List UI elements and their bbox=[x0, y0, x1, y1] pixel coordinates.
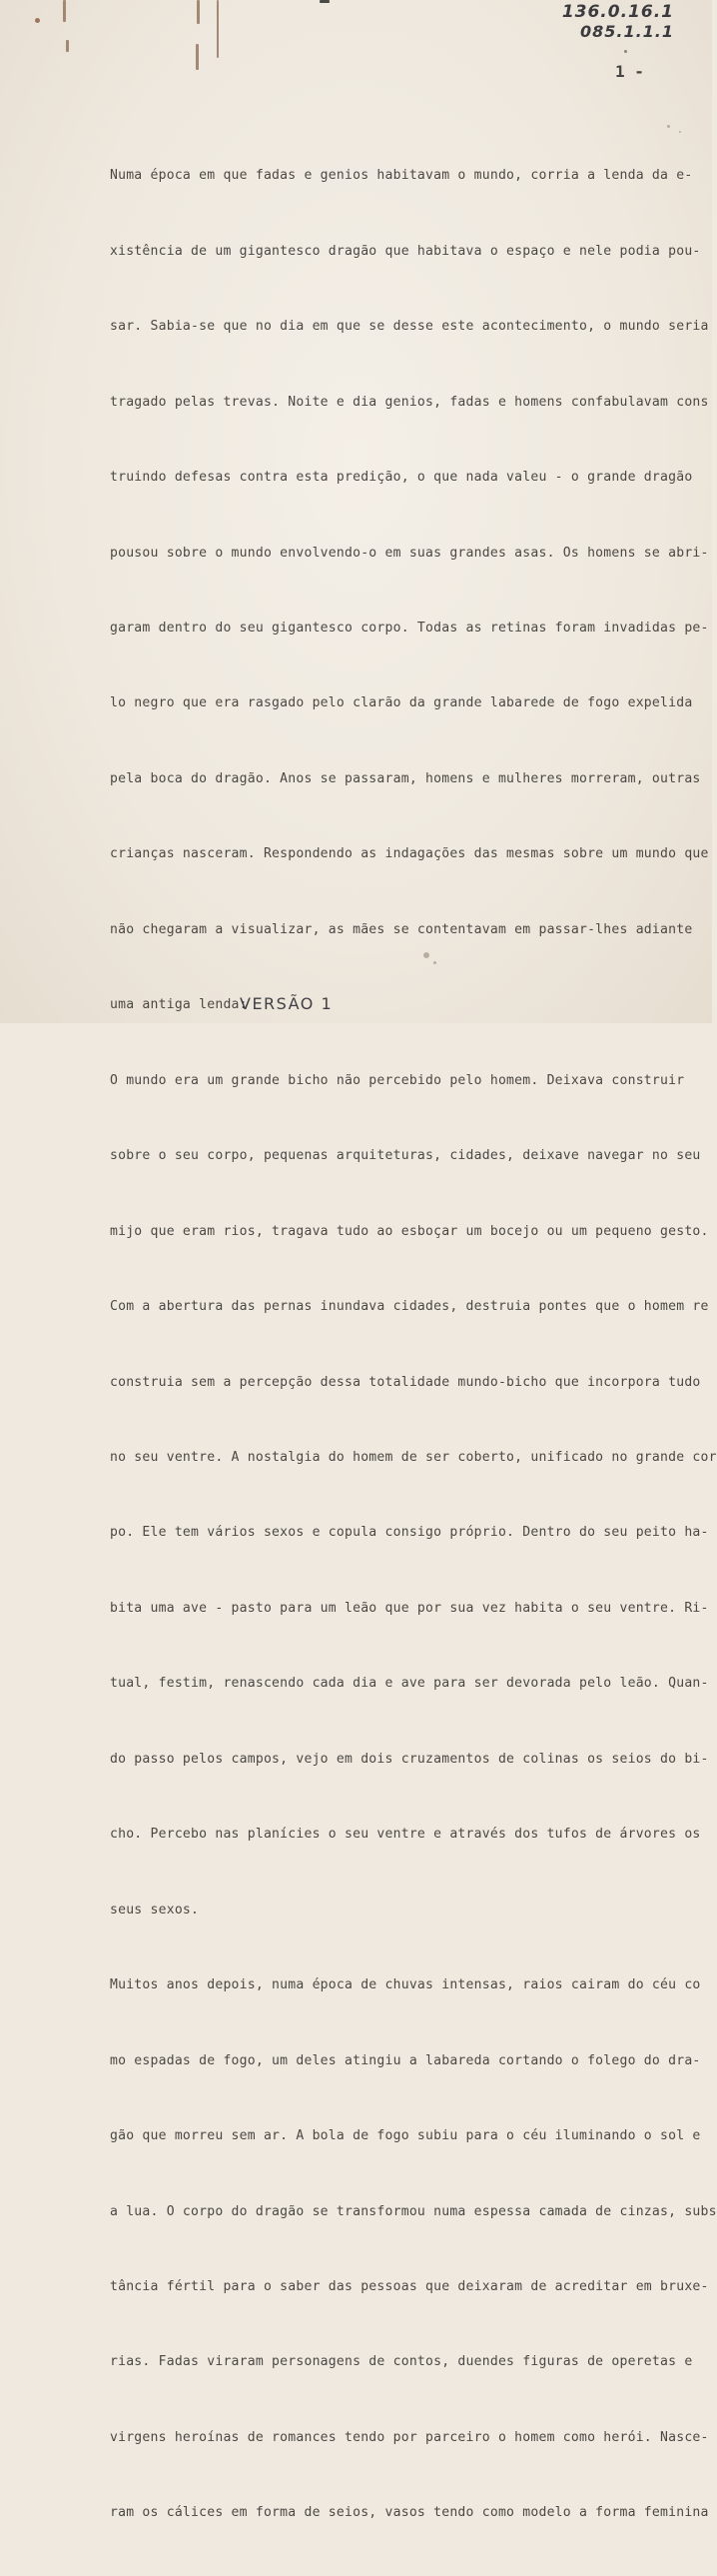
ink-speck bbox=[667, 125, 670, 128]
text-line: no seu ventre. A nostalgia do homem de ser coberto, unificado no grande cor bbox=[110, 1450, 717, 1466]
text-line: lo negro que era rasgado pelo clarão da grande labarede de fogo expelida bbox=[110, 695, 693, 711]
text-line: mijo que eram rios, tragava tudo ao esboçar um bocejo ou um pequeno gesto. bbox=[110, 1223, 709, 1239]
text-line: pela boca do dragão. Anos se passaram, homens e mulheres morreram, outras bbox=[110, 770, 701, 786]
text-line: do passo pelos campos, vejo em dois cruzamentos de colinas os seios do bi- bbox=[110, 1751, 709, 1767]
page-number: 1 - bbox=[615, 62, 644, 81]
text-line: seus sexos. bbox=[110, 1902, 200, 1918]
staple-mark bbox=[197, 0, 200, 24]
staple-mark bbox=[63, 0, 66, 22]
text-line: tragado pelas trevas. Noite e dia genios, fadas e homens confabulavam cons bbox=[110, 394, 709, 410]
text-line: sobre o seu corpo, pequenas arquiteturas, cidades, deixave navegar no seu bbox=[110, 1148, 701, 1164]
text-line: construia sem a percepção dessa totalidade mundo-bicho que incorpora tudo bbox=[110, 1374, 701, 1390]
text-line: truindo defesas contra esta predição, o que nada valeu - o grande dragão bbox=[110, 470, 693, 486]
text-line: tual, festim, renascendo cada dia e ave para ser devorada pelo leão. Quan- bbox=[110, 1676, 709, 1692]
text-line: ram os cálices em forma de seios, vasos tendo como modelo a forma feminina bbox=[110, 2505, 709, 2521]
text-line: xistência de um gigantesco dragão que habitava o espaço e nele podia pou- bbox=[110, 243, 701, 259]
staple-mark bbox=[196, 44, 199, 70]
text-line: virgens heroínas de romances tendo por parceiro o homem como herói. Nasce- bbox=[110, 2429, 709, 2445]
ink-speck bbox=[433, 961, 436, 964]
text-line: sar. Sabia-se que no dia em que se desse este acontecimento, o mundo seria bbox=[110, 319, 709, 335]
archive-code: 136.0.16.1 bbox=[561, 2, 674, 22]
text-line: gão que morreu sem ar. A bola de fogo subiu para o céu iluminando o sol e bbox=[110, 2128, 701, 2144]
text-line: pousou sobre o mundo envolvendo-o em suas grandes asas. Os homens se abri- bbox=[110, 545, 709, 561]
text-line: Numa época em que fadas e genios habitavam o mundo, corria a lenda da e- bbox=[110, 168, 693, 184]
text-line: Com a abertura das pernas inundava cidades, destruia pontes que o homem re bbox=[110, 1299, 709, 1315]
text-line: Muitos anos depois, numa época de chuvas intensas, raios cairam do céu co bbox=[110, 1977, 701, 1993]
text-line: uma antiga lenda: bbox=[110, 997, 248, 1013]
text-line: crianças nasceram. Respondendo as indagações das mesmas sobre um mundo que bbox=[110, 846, 709, 862]
staple-mark bbox=[66, 40, 69, 52]
ink-speck bbox=[423, 952, 429, 958]
text-line: não chegaram a visualizar, as mães se contentavam em passar-lhes adiante bbox=[110, 921, 693, 937]
ink-speck bbox=[624, 50, 627, 53]
text-line: po. Ele tem vários sexos e copula consigo próprio. Dentro do seu peito ha- bbox=[110, 1525, 709, 1541]
ink-speck bbox=[35, 18, 40, 23]
text-line: tância fértil para o saber das pessoas que deixaram de acreditar em bruxe- bbox=[110, 2279, 709, 2294]
ink-speck bbox=[679, 131, 681, 133]
text-line: rias. Fadas viraram personagens de contos, duendes figuras de operetas e bbox=[110, 2354, 693, 2370]
staple-mark bbox=[217, 0, 219, 58]
text-line: garam dentro do seu gigantesco corpo. Todas as retinas foram invadidas pe- bbox=[110, 621, 709, 637]
handwritten-version-note: VERSÃO 1 bbox=[240, 994, 334, 1013]
text-line: bita uma ave - pasto para um leão que por sua vez habita o seu ventre. Ri- bbox=[110, 1600, 709, 1616]
archive-codes bbox=[562, 2, 674, 42]
archive-code: 085.1.1.1 bbox=[579, 22, 674, 41]
typewritten-text bbox=[110, 113, 717, 2576]
text-line: a lua. O corpo do dragão se transformou numa espessa camada de cinzas, subs bbox=[110, 2203, 717, 2219]
text-line: cho. Percebo nas planícies o seu ventre e através dos tufos de árvores os bbox=[110, 1827, 701, 1843]
ink-speck bbox=[320, 0, 330, 3]
text-line: O mundo era um grande bicho não percebido pelo homem. Deixava construir bbox=[110, 1072, 685, 1088]
text-line: mo espadas de fogo, um deles atingiu a labareda cortando o folego do dra- bbox=[110, 2052, 701, 2068]
